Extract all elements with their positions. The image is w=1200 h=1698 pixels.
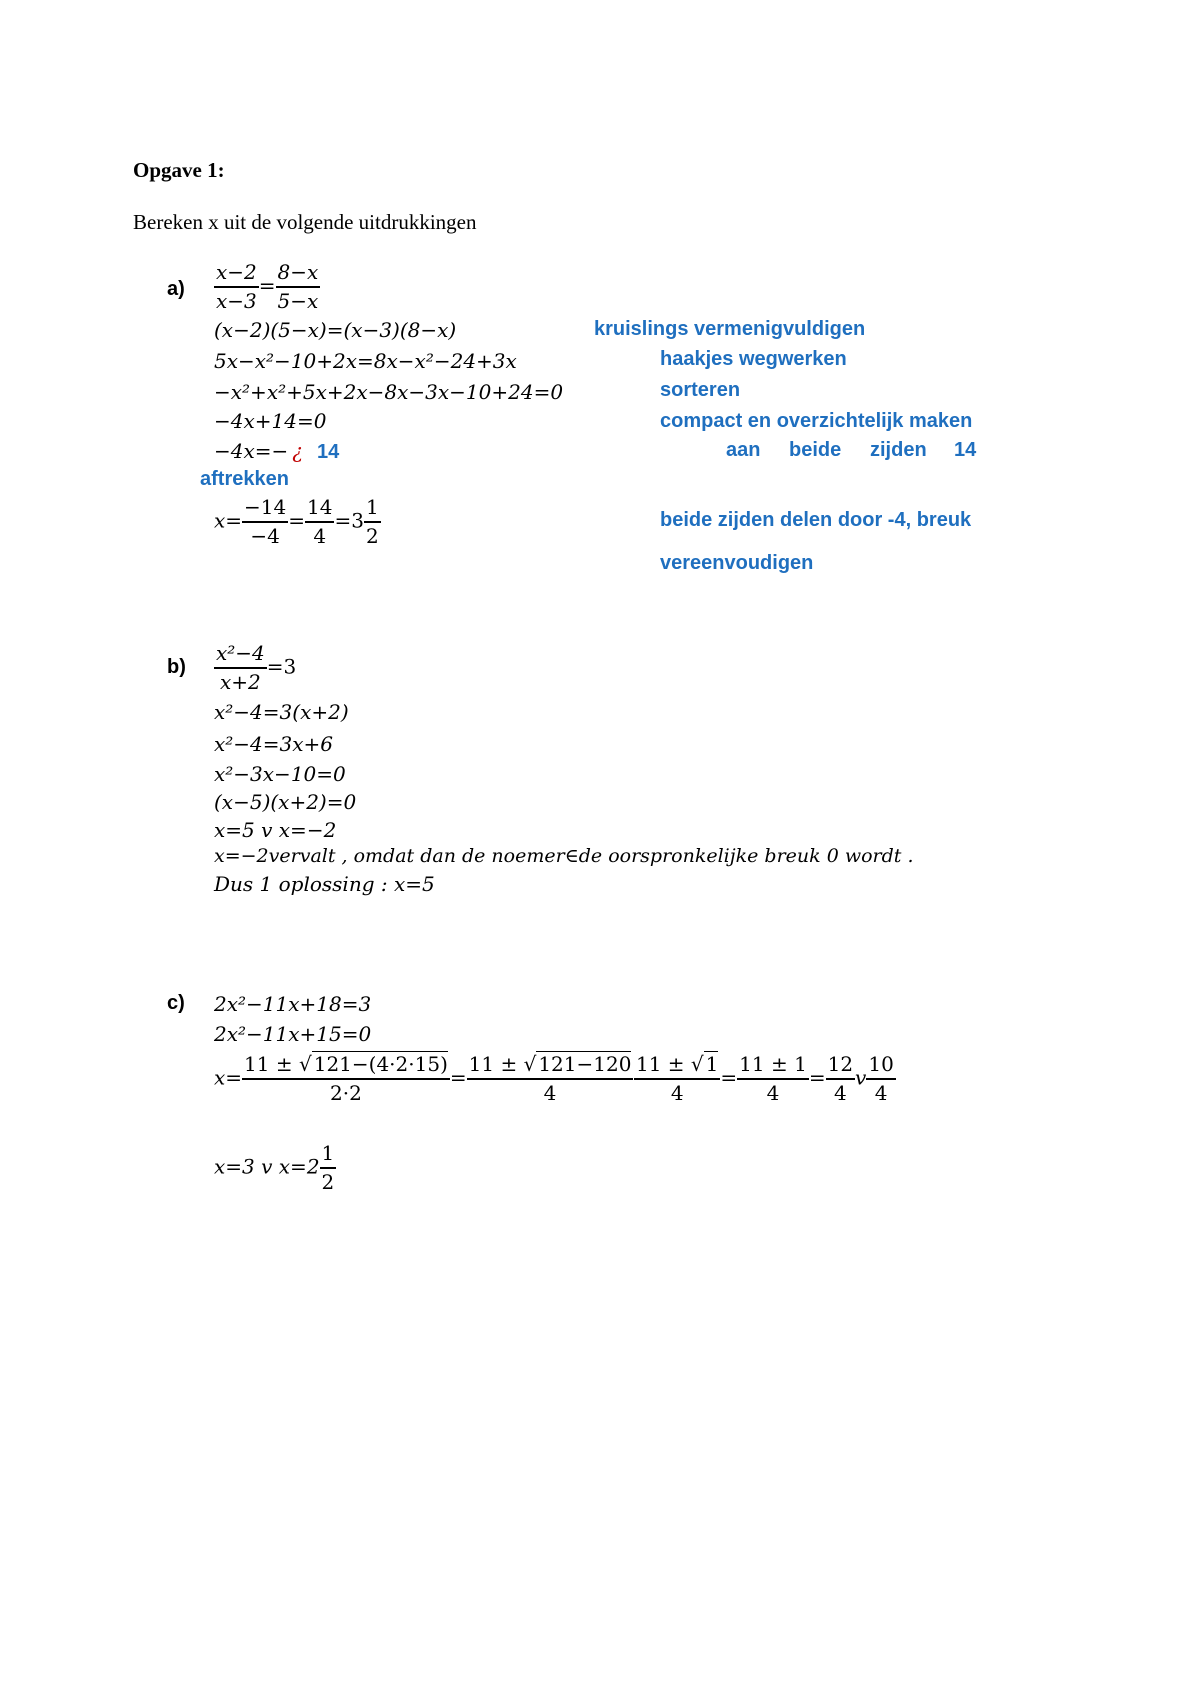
or-symbol: v bbox=[855, 1065, 867, 1090]
fraction-numerator: x−2 bbox=[214, 259, 259, 288]
part-b-step-7: Dus 1 oplossing : x=5 bbox=[214, 872, 435, 896]
part-a-final bbox=[214, 494, 381, 550]
part-c-final bbox=[214, 1140, 336, 1196]
part-b-equation bbox=[214, 640, 296, 696]
fraction-denominator: −4 bbox=[250, 524, 280, 548]
square-root-content: 121−120 bbox=[538, 1052, 632, 1076]
note-3: sorteren bbox=[660, 379, 741, 401]
part-a-step-5 bbox=[214, 439, 339, 464]
part-a-step-4: −4x+14=0 bbox=[214, 409, 327, 433]
plus-minus-term: 11 ± bbox=[244, 1052, 299, 1076]
note-5-word-2: beide bbox=[789, 439, 842, 461]
fraction-denominator: 4 bbox=[833, 1081, 847, 1105]
part-b-step-5: x=5 v x=−2 bbox=[214, 818, 337, 842]
fraction-numerator: −14 bbox=[242, 494, 288, 523]
plus-minus-term: 11 ± bbox=[468, 1052, 524, 1076]
fraction-denominator: 2·2 bbox=[330, 1081, 362, 1105]
fraction-denominator: 4 bbox=[670, 1081, 684, 1105]
square-root-content: 121−(4·2·15) bbox=[313, 1052, 448, 1076]
equals-sign: = bbox=[288, 508, 306, 533]
equals-sign: = bbox=[720, 1065, 738, 1090]
part-a-label: a) bbox=[167, 278, 185, 300]
fraction-denominator: 2 bbox=[365, 524, 379, 548]
equals-sign: = bbox=[449, 1065, 467, 1090]
final-prefix: x= bbox=[214, 1065, 243, 1090]
equals-sign: = bbox=[258, 273, 276, 298]
part-b-step-4: (x−5)(x+2)=0 bbox=[214, 790, 357, 814]
part-a-step-2: 5x−x²−10+2x=8x−x²−24+3x bbox=[214, 349, 517, 373]
part-b-step-2: x²−4=3x+6 bbox=[214, 732, 334, 756]
part-c-label: c) bbox=[167, 992, 185, 1014]
part-c-step-2: 2x²−11x+15=0 bbox=[214, 1022, 372, 1046]
fraction-numerator: 8−x bbox=[276, 259, 321, 288]
fraction-numerator: 1 bbox=[364, 494, 381, 523]
note-2: haakjes wegwerken bbox=[660, 348, 847, 370]
part-b-step-3: x²−3x−10=0 bbox=[214, 762, 346, 786]
equals-sign: = bbox=[808, 1065, 826, 1090]
intro-text: Bereken x uit de volgende uitdrukkingen bbox=[133, 210, 477, 234]
fraction-numerator: 12 bbox=[826, 1051, 855, 1080]
fraction-numerator: 11 ± 1 bbox=[737, 1051, 809, 1080]
fraction-denominator: 4 bbox=[874, 1081, 888, 1105]
equation-right-side: =3 bbox=[266, 654, 297, 679]
part-c-simplification: $\frac{11 \pm √ 1}{4}$ = $\frac{11 \pm 1}{4}$ = $\frac{12}{4}$ v $\frac{10}{4}$ bbox=[636, 1052, 894, 1105]
note-5-word-4: 14 bbox=[954, 439, 977, 461]
note-5-word-3: zijden bbox=[870, 439, 927, 461]
fraction-denominator: 2 bbox=[321, 1170, 335, 1194]
fraction-numerator: 10 bbox=[866, 1051, 895, 1080]
step-5-expression: −4x=− bbox=[214, 439, 289, 463]
square-root-content: 1 bbox=[705, 1052, 719, 1076]
note-4: compact en overzichtelijk maken bbox=[660, 410, 973, 432]
page-title: Opgave 1: bbox=[133, 158, 225, 182]
fraction-numerator: 14 bbox=[305, 494, 334, 523]
fraction-numerator: x²−4 bbox=[214, 640, 267, 669]
fraction-denominator: 4 bbox=[313, 524, 327, 548]
step-5-number: 14 bbox=[317, 441, 340, 463]
note-6: beide zijden delen door -4, breuk bbox=[660, 509, 972, 531]
fraction-denominator: x−3 bbox=[216, 289, 257, 313]
part-b-step-6: x=−2vervalt , omdat dan de noemer∈de oorspronkelijke breuk 0 wordt . bbox=[214, 845, 914, 867]
note-aftrekken: aftrekken bbox=[200, 468, 289, 490]
fraction-numerator: 1 bbox=[320, 1140, 337, 1169]
part-c-abc-formula: x= $\frac{11 \pm √ 121-(4\cdot 2\cdot 15)}{2\cdot 2}$ = $\frac{11 \pm √ 121-120}{4}$ bbox=[214, 1052, 632, 1105]
fraction-denominator: x+2 bbox=[220, 670, 261, 694]
note-1: kruislings vermenigvuldigen bbox=[594, 318, 866, 340]
part-b-label: b) bbox=[167, 656, 186, 678]
part-c-step-1: 2x²−11x+18=3 bbox=[214, 992, 372, 1016]
fraction-denominator: 4 bbox=[766, 1081, 780, 1105]
part-a-step-3: −x²+x²+5x+2x−8x−3x−10+24=0 bbox=[214, 380, 564, 404]
part-a-step-1: (x−2)(5−x)=(x−3)(8−x) bbox=[214, 318, 457, 342]
plus-minus-term: 11 ± bbox=[636, 1052, 691, 1076]
note-7: vereenvoudigen bbox=[660, 552, 814, 574]
final-prefix: x=3 v x=2 bbox=[214, 1154, 320, 1179]
inverted-question-mark: ¿ bbox=[292, 439, 304, 463]
final-prefix: x= bbox=[214, 508, 243, 533]
fraction-denominator: 5−x bbox=[277, 289, 319, 313]
part-a-equation bbox=[214, 259, 320, 315]
mixed-number-whole: =3 bbox=[334, 508, 364, 533]
note-5-word-1: aan bbox=[726, 439, 761, 461]
fraction-denominator: 4 bbox=[543, 1081, 557, 1105]
part-b-step-1: x²−4=3(x+2) bbox=[214, 700, 349, 724]
